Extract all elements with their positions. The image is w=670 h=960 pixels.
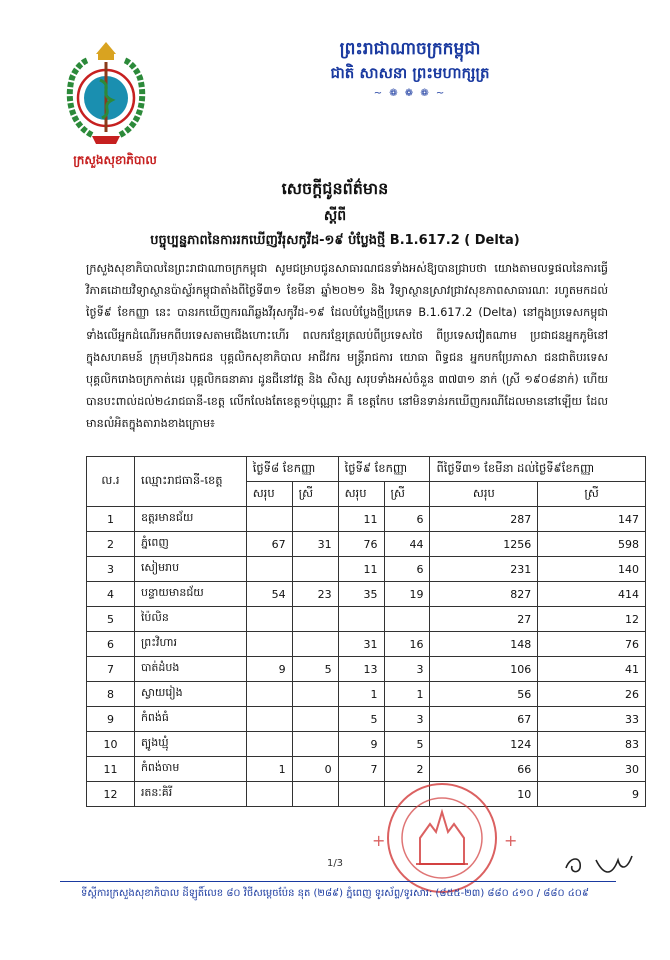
header-name: ឈ្មោះរាជធានី-ខេត្ត (134, 457, 246, 507)
cell-all-female: 9 (538, 782, 646, 807)
cell-d8-female (292, 682, 338, 707)
table-row (87, 532, 646, 557)
cell-d9-female: 1 (384, 682, 430, 707)
cell-name: កំពង់ចាម (134, 757, 246, 782)
cell-d9-total: 9 (338, 732, 384, 757)
cell-all-female: 140 (538, 557, 646, 582)
cell-no: 6 (87, 632, 135, 657)
cell-name: សៀមរាប (134, 557, 246, 582)
table-header-row (87, 457, 646, 482)
cell-d8-total (246, 782, 292, 807)
cell-all-female: 12 (538, 607, 646, 632)
cell-no: 11 (87, 757, 135, 782)
cell-d8-total (246, 707, 292, 732)
cell-name: ឧត្តរមានជ័យ (134, 507, 246, 532)
cell-d9-total: 35 (338, 582, 384, 607)
cell-d9-total: 76 (338, 532, 384, 557)
cell-d8-female (292, 557, 338, 582)
subheader-female: ស្រី (384, 482, 430, 507)
subheader-total: សរុប (338, 482, 384, 507)
cell-all-total: 287 (430, 507, 538, 532)
cell-all-female: 83 (538, 732, 646, 757)
cell-d8-female (292, 707, 338, 732)
cell-d9-total: 7 (338, 757, 384, 782)
svg-text:+: + (504, 831, 518, 850)
cell-name: បាត់ដំបង (134, 657, 246, 682)
document-subject: បច្ចុប្បន្នភាពនៃការរកឃើញវីរុសកូវីដ-១៩ បំប្លែងថ្មី B.1.617.2 ( Delta) (150, 233, 520, 248)
cell-d9-female: 6 (384, 557, 430, 582)
header-day8: ថ្ងៃទី៨ ខែកញ្ញា (246, 457, 338, 482)
cell-d8-female (292, 632, 338, 657)
header-day9: ថ្ងៃទី៩ ខែកញ្ញា (338, 457, 430, 482)
cell-all-total: 124 (430, 732, 538, 757)
cell-all-female: 414 (538, 582, 646, 607)
cell-d9-total: 31 (338, 632, 384, 657)
cell-name: ត្បូងឃ្មុំ (134, 732, 246, 757)
cell-all-female: 26 (538, 682, 646, 707)
cell-all-total: 1256 (430, 532, 538, 557)
document-about: ស្តីពី (323, 208, 347, 224)
cell-all-total: 231 (430, 557, 538, 582)
kingdom-title: ព្រះរាជាណាចក្រកម្ពុជា (339, 39, 481, 59)
cell-d9-female: 3 (384, 657, 430, 682)
cell-d8-total (246, 632, 292, 657)
cell-d8-female: 31 (292, 532, 338, 557)
subheader-total: សរុប (246, 482, 292, 507)
page-number: 1/3 (326, 858, 344, 869)
header-no: ល.រ (87, 457, 135, 507)
official-stamp (358, 776, 526, 894)
svg-text:+: + (372, 831, 386, 850)
cell-name: ប៉ៃលិន (134, 607, 246, 632)
cell-d9-total (338, 607, 384, 632)
cell-d8-female (292, 782, 338, 807)
body-paragraph: ក្រសួងសុខាភិបាលនៃព្រះរាជាណាចក្រកម្ពុជា សូមជម្រាបជូនសាធារណជនទាំងអស់ឱ្យបានជ្រាបថា យោងតាមលទ្ធផលនៃការធ្វើវិភាគដោយវិទ្យាស្ថានប៉ាស្ទ័រកម្ពុជាតាំងពីថ្ងៃទី៣១ ខែមីនា ឆ្នាំ២០២១ និង វិទ្យាស្ថានស្រាវជ្រាវសុខភាពសាធារណៈ រហូតមកដល់ថ្ងៃទី៩ ខែកញ្ញា នេះ បានរកឃើញករណីឆ្លងវីរុសកូវីដ-១៩ ដែលបំប្លែងថ្មីប្រភេទ B.1.617.2 (Delta) នៅក្នុងប្រទេសកម្ពុជា ទាំងលើអ្នកដំណើរមកពីបរទេសតាមជើងហោះហើរ ពលករខ្មែរត្រលប់ពីប្រទេសថៃ ពីប្រទេសវៀតណាម ប្រជាជនអ្នកភូមិនៅក្នុងសហគមន៍ ក្រុមហ៊ុនឯកជន បុគ្គលិកសុខាភិបាល អាជីវករ មន្ត្រីរាជការ យោធា ពិទ្ធជន អ្នកបកប្រែភាសា ជនជាតិបរទេស បុគ្គលិករោងចក្រកាត់ដេរ បុគ្គលិកធនាគារ ដូនជីនៅវត្ត និង សិស្ស សរុបទាំងអស់ចំនួន ៣៧៣១ នាក់ (ស្រី ១៩០៨នាក់) ហើយបានបះពាល់ដល់២៤រាជធានី-ខេត្ត លើកលែងតែខេត្ត១ប៉ុណ្ណោះ គឺ ខេត្តកែប នៅមិនទាន់រកឃើញករណីដែលមាននៅឡើយ ដែលមានលំអិតក្នុងតារាងខាងក្រោម៖ (86, 262, 608, 431)
cell-d8-total (246, 682, 292, 707)
cell-all-total: 106 (430, 657, 538, 682)
cell-name: កំពង់ធំ (134, 707, 246, 732)
table-row (87, 682, 646, 707)
cell-d9-female: 3 (384, 707, 430, 732)
subheader-female: ស្រី (292, 482, 338, 507)
cell-d8-female (292, 507, 338, 532)
cell-d9-female: 6 (384, 507, 430, 532)
table-row (87, 632, 646, 657)
cell-no: 12 (87, 782, 135, 807)
cell-d8-total: 67 (246, 532, 292, 557)
cell-d8-total: 54 (246, 582, 292, 607)
cell-d9-total: 13 (338, 657, 384, 682)
table-row (87, 557, 646, 582)
cell-d8-female (292, 732, 338, 757)
kingdom-motto: ជាតិ សាសនា ព្រះមហាក្សត្រ (330, 64, 490, 82)
cell-name: រតនៈគិរី (134, 782, 246, 807)
table-row (87, 607, 646, 632)
cell-all-total: 148 (430, 632, 538, 657)
cell-no: 8 (87, 682, 135, 707)
cell-d9-female: 19 (384, 582, 430, 607)
cell-d8-total (246, 557, 292, 582)
cell-all-female: 147 (538, 507, 646, 532)
cell-name: បន្ទាយមានជ័យ (134, 582, 246, 607)
cell-d9-total: 5 (338, 707, 384, 732)
cell-d9-total: 1 (338, 682, 384, 707)
table-row (87, 507, 646, 532)
cell-all-total: 827 (430, 582, 538, 607)
ministry-name: ក្រសួងសុខាភិបាល (73, 153, 157, 167)
cell-no: 3 (87, 557, 135, 582)
cell-all-total: 10 (430, 782, 538, 807)
cell-no: 10 (87, 732, 135, 757)
cell-d9-female: 16 (384, 632, 430, 657)
cases-table (86, 456, 646, 807)
cell-all-total: 27 (430, 607, 538, 632)
document-title: សេចក្តីជូនព័ត៌មាន (281, 179, 389, 198)
cell-name: ព្រះវិហារ (134, 632, 246, 657)
cell-d8-female: 23 (292, 582, 338, 607)
cell-name: ស្វាយរៀង (134, 682, 246, 707)
cell-d8-female: 0 (292, 757, 338, 782)
cell-all-female: 598 (538, 532, 646, 557)
header-range: ពីថ្ងៃទី៣១ ខែមីនា ដល់ថ្ងៃទី៩ខែកញ្ញា (430, 457, 646, 482)
cell-d9-female: 5 (384, 732, 430, 757)
table-body (87, 507, 646, 807)
table-row (87, 732, 646, 757)
cell-d8-total (246, 507, 292, 532)
cell-no: 7 (87, 657, 135, 682)
cell-no: 9 (87, 707, 135, 732)
header-ornament: ~ ❁ ❁ ❁ ~ (373, 88, 447, 99)
cell-d8-female: 5 (292, 657, 338, 682)
ministry-logo (62, 40, 150, 150)
cell-d9-total: 11 (338, 557, 384, 582)
cell-d8-female (292, 607, 338, 632)
cell-all-total: 56 (430, 682, 538, 707)
cell-d9-female: 2 (384, 757, 430, 782)
cell-name: ភ្នំពេញ (134, 532, 246, 557)
cell-all-female: 33 (538, 707, 646, 732)
cell-d8-total: 1 (246, 757, 292, 782)
cell-all-female: 76 (538, 632, 646, 657)
cell-d8-total (246, 732, 292, 757)
cell-d9-total: 11 (338, 507, 384, 532)
cell-all-female: 41 (538, 657, 646, 682)
cell-d8-total (246, 607, 292, 632)
footer-address: ទីស្តីការក្រសួងសុខាភិបាល ដីឡូតិ៍លេខ ៨០ វិថីសម្តេចប៉ែន នុត (២៨៩) ភ្នំពេញ ទូរស័ព្ទ/ទូរសារ: (៨៥៥-២៣) ៨៨០ ៤១០ / ៨៨០ ៤០៩ (81, 888, 589, 899)
subheader-total: សរុប (430, 482, 538, 507)
table-row (87, 707, 646, 732)
cell-d9-female (384, 607, 430, 632)
table-row (87, 582, 646, 607)
cell-no: 5 (87, 607, 135, 632)
table-row (87, 657, 646, 682)
cell-all-total: 66 (430, 757, 538, 782)
initials-signature (560, 842, 640, 882)
cell-no: 4 (87, 582, 135, 607)
cell-no: 2 (87, 532, 135, 557)
footer-divider (60, 881, 616, 882)
cell-no: 1 (87, 507, 135, 532)
cell-all-total: 67 (430, 707, 538, 732)
cell-all-female: 30 (538, 757, 646, 782)
cell-d8-total: 9 (246, 657, 292, 682)
subheader-female: ស្រី (538, 482, 646, 507)
cell-d9-female: 44 (384, 532, 430, 557)
